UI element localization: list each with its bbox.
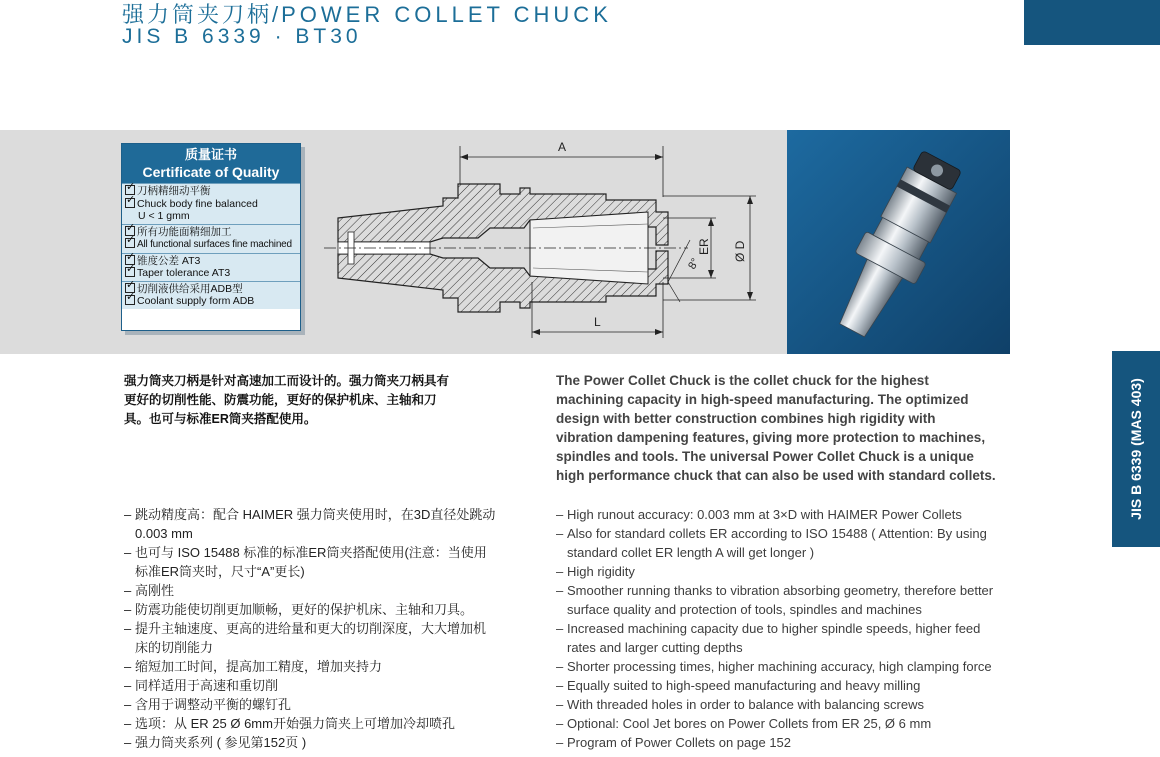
corner-color-block	[1024, 0, 1160, 45]
certificate-line: 所有功能面精细加工	[137, 225, 232, 238]
feature-list-cn	[124, 505, 496, 752]
feature-text: With threaded holes in order to balance with balancing screws	[567, 697, 924, 712]
list-item: – 跳动精度高：配合 HAIMER 强力筒夹使用时，在3D直径处跳动0.003 mm	[124, 507, 496, 541]
feature-text: Program of Power Collets on page 152	[567, 735, 792, 750]
dimension-label-er: ER	[697, 238, 711, 255]
feature-text: Optional: Cool Jet bores on Power Collets from ER 25, Ø 6 mm	[567, 716, 932, 731]
list-item: – Shorter processing times, higher machining accuracy, high clamping force	[556, 659, 992, 674]
certificate-line: Coolant supply form ADB	[137, 295, 255, 307]
feature-text: Shorter processing times, higher machining accuracy, high clamping force	[567, 659, 992, 674]
list-item: – Smoother running thanks to vibration absorbing geometry, therefore better surface quality and protection of tools, spindles and machines	[556, 583, 994, 617]
list-item: – 同样适用于高速和重切削	[124, 678, 279, 693]
certificate-of-quality	[121, 143, 301, 331]
page-subtitle: JIS B 6339 · BT30	[122, 25, 362, 48]
arrowhead-icon	[747, 196, 753, 204]
list-item: – With threaded holes in order to balance with balancing screws	[556, 697, 924, 712]
list-item: – Equally suited to high-speed manufacturing and heavy milling	[556, 678, 921, 693]
certificate-title-cn: 质量证书	[184, 147, 237, 162]
list-item: – Optional: Cool Jet bores on Power Collets from ER 25, Ø 6 mm	[556, 716, 932, 731]
certificate-line: Taper tolerance AT3	[137, 267, 231, 279]
intro-text-cn: 强力筒夹刀柄是针对高速加工而设计的。强力筒夹刀柄具有更好的切削性能、防震功能，更好的保护机床、主轴和刀具。也可与标准ER筒夹搭配使用。	[124, 374, 450, 426]
list-item: – 缩短加工时间，提高加工精度，增加夹持力	[124, 659, 383, 674]
feature-text: 强力筒夹系列 ( 参见第152页 )	[135, 735, 307, 750]
list-item: – 提升主轴速度、更高的进给量和更大的切削深度，大大增加机床的切削能力	[124, 621, 487, 655]
feature-text: 选项：从 ER 25 Ø 6mm开始强力筒夹上可增加冷却喷孔	[135, 716, 455, 731]
feature-text: Equally suited to high-speed manufacturing and heavy milling	[567, 678, 921, 693]
dimension-label-a: A	[558, 140, 567, 154]
feature-text: High runout accuracy: 0.003 mm at 3×D with HAIMER Power Collets	[567, 507, 962, 522]
certificate-line: U < 1 gmm	[138, 210, 190, 222]
certificate-item-taper	[122, 253, 300, 281]
feature-text: 同样适用于高速和重切削	[135, 678, 279, 693]
list-item: – 强力筒夹系列 ( 参见第152页 )	[124, 735, 307, 750]
feature-list-en	[556, 505, 996, 752]
feature-text: High rigidity	[567, 564, 635, 579]
feature-text: 高刚性	[135, 583, 175, 598]
arrowhead-icon	[655, 329, 663, 335]
arrowhead-icon	[532, 329, 540, 335]
certificate-item-balance	[122, 183, 300, 224]
arrowhead-icon	[708, 270, 714, 278]
arrowhead-icon	[655, 154, 663, 160]
certificate-line: Chuck body fine balanced	[137, 197, 258, 210]
checkbox-icon	[125, 267, 135, 277]
side-tab	[1112, 351, 1160, 547]
dimension-label-d: Ø D	[733, 240, 747, 262]
feature-text: Smoother running thanks to vibration absorbing geometry, therefore better surface quality and protection of tools, spindles and machines	[567, 583, 994, 617]
list-item: – Program of Power Collets on page 152	[556, 735, 792, 750]
certificate-line: 刀柄精细动平衡	[137, 185, 211, 197]
dimension-label-l: L	[594, 315, 601, 329]
arrowhead-icon	[747, 292, 753, 300]
certificate-header	[122, 144, 300, 183]
certificate-line: 锥度公差 AT3	[137, 254, 201, 267]
feature-text: 含用于调整动平衡的螺钉孔	[135, 697, 292, 712]
list-item: – 防震功能使切削更加顺畅，更好的保护机床、主轴和刀具。	[124, 602, 474, 617]
checkbox-icon	[125, 295, 135, 305]
technical-drawing	[318, 132, 778, 352]
list-item: – Also for standard collets ER according to ISO 15488 ( Attention: By using standard collet ER length A will get longer )	[556, 526, 987, 560]
page-title-en: POWER COLLET CHUCK	[281, 2, 612, 27]
certificate-item-coolant	[122, 281, 300, 309]
dimension-label-angle: 8°	[686, 256, 702, 272]
list-item: – 也可与 ISO 15488 标准的标准ER筒夹搭配使用(注意：当使用标准ER筒夹时，尺寸“A”更长)	[124, 545, 487, 579]
feature-text: Increased machining capacity due to higher spindle speeds, higher feed rates and larger cutting depths	[567, 621, 981, 655]
feature-text: 跳动精度高：配合 HAIMER 强力筒夹使用时，在3D直径处跳动0.003 mm	[135, 507, 496, 541]
intro-text-en: The Power Collet Chuck is the collet chuck for the highest machining capacity in high-speed manufacturing. The optimized design with better construction combines high rigidity with vibration dampening features, giving more protection to machines, spindles and tools. The universal Power Collet Chuck is a unique high performance chuck that can also be used with standard collets.	[556, 373, 996, 483]
side-tab-label: JIS B 6339 (MAS 403)	[1128, 378, 1144, 520]
list-item: – Increased machining capacity due to higher spindle speeds, higher feed rates and larger cutting depths	[556, 621, 981, 655]
collet-chuck-image	[787, 130, 1010, 354]
feature-text: Also for standard collets ER according to ISO 15488 ( Attention: By using standard collet ER length A will get longer )	[567, 526, 987, 560]
page-title-cn: 强力筒夹刀柄/	[122, 2, 282, 27]
list-item: – High runout accuracy: 0.003 mm at 3×D with HAIMER Power Collets	[556, 507, 962, 522]
list-item: – 含用于调整动平衡的螺钉孔	[124, 697, 292, 712]
feature-text: 也可与 ISO 15488 标准的标准ER筒夹搭配使用(注意：当使用标准ER筒夹时，尺寸“A”更长)	[135, 545, 487, 579]
certificate-title-en: Certificate of Quality	[142, 164, 280, 180]
feature-text: 防震功能使切削更加顺畅，更好的保护机床、主轴和刀具。	[135, 602, 474, 617]
certificate-item-surfaces	[122, 224, 300, 253]
certificate-line: All functional surfaces fine machined	[137, 239, 292, 250]
feature-text: 提升主轴速度、更高的进给量和更大的切削深度，大大增加机床的切削能力	[135, 621, 487, 655]
checkbox-icon	[125, 238, 135, 248]
list-item: – 高刚性	[124, 583, 175, 598]
arrowhead-icon	[460, 154, 468, 160]
certificate-line: 切削液供给采用ADB型	[137, 282, 243, 295]
arrowhead-icon	[708, 218, 714, 226]
list-item: – 选项：从 ER 25 Ø 6mm开始强力筒夹上可增加冷却喷孔	[124, 716, 455, 731]
feature-text: 缩短加工时间，提高加工精度，增加夹持力	[135, 659, 383, 674]
checkbox-icon	[125, 198, 135, 208]
product-photo	[787, 130, 1010, 354]
list-item: – High rigidity	[556, 564, 635, 579]
